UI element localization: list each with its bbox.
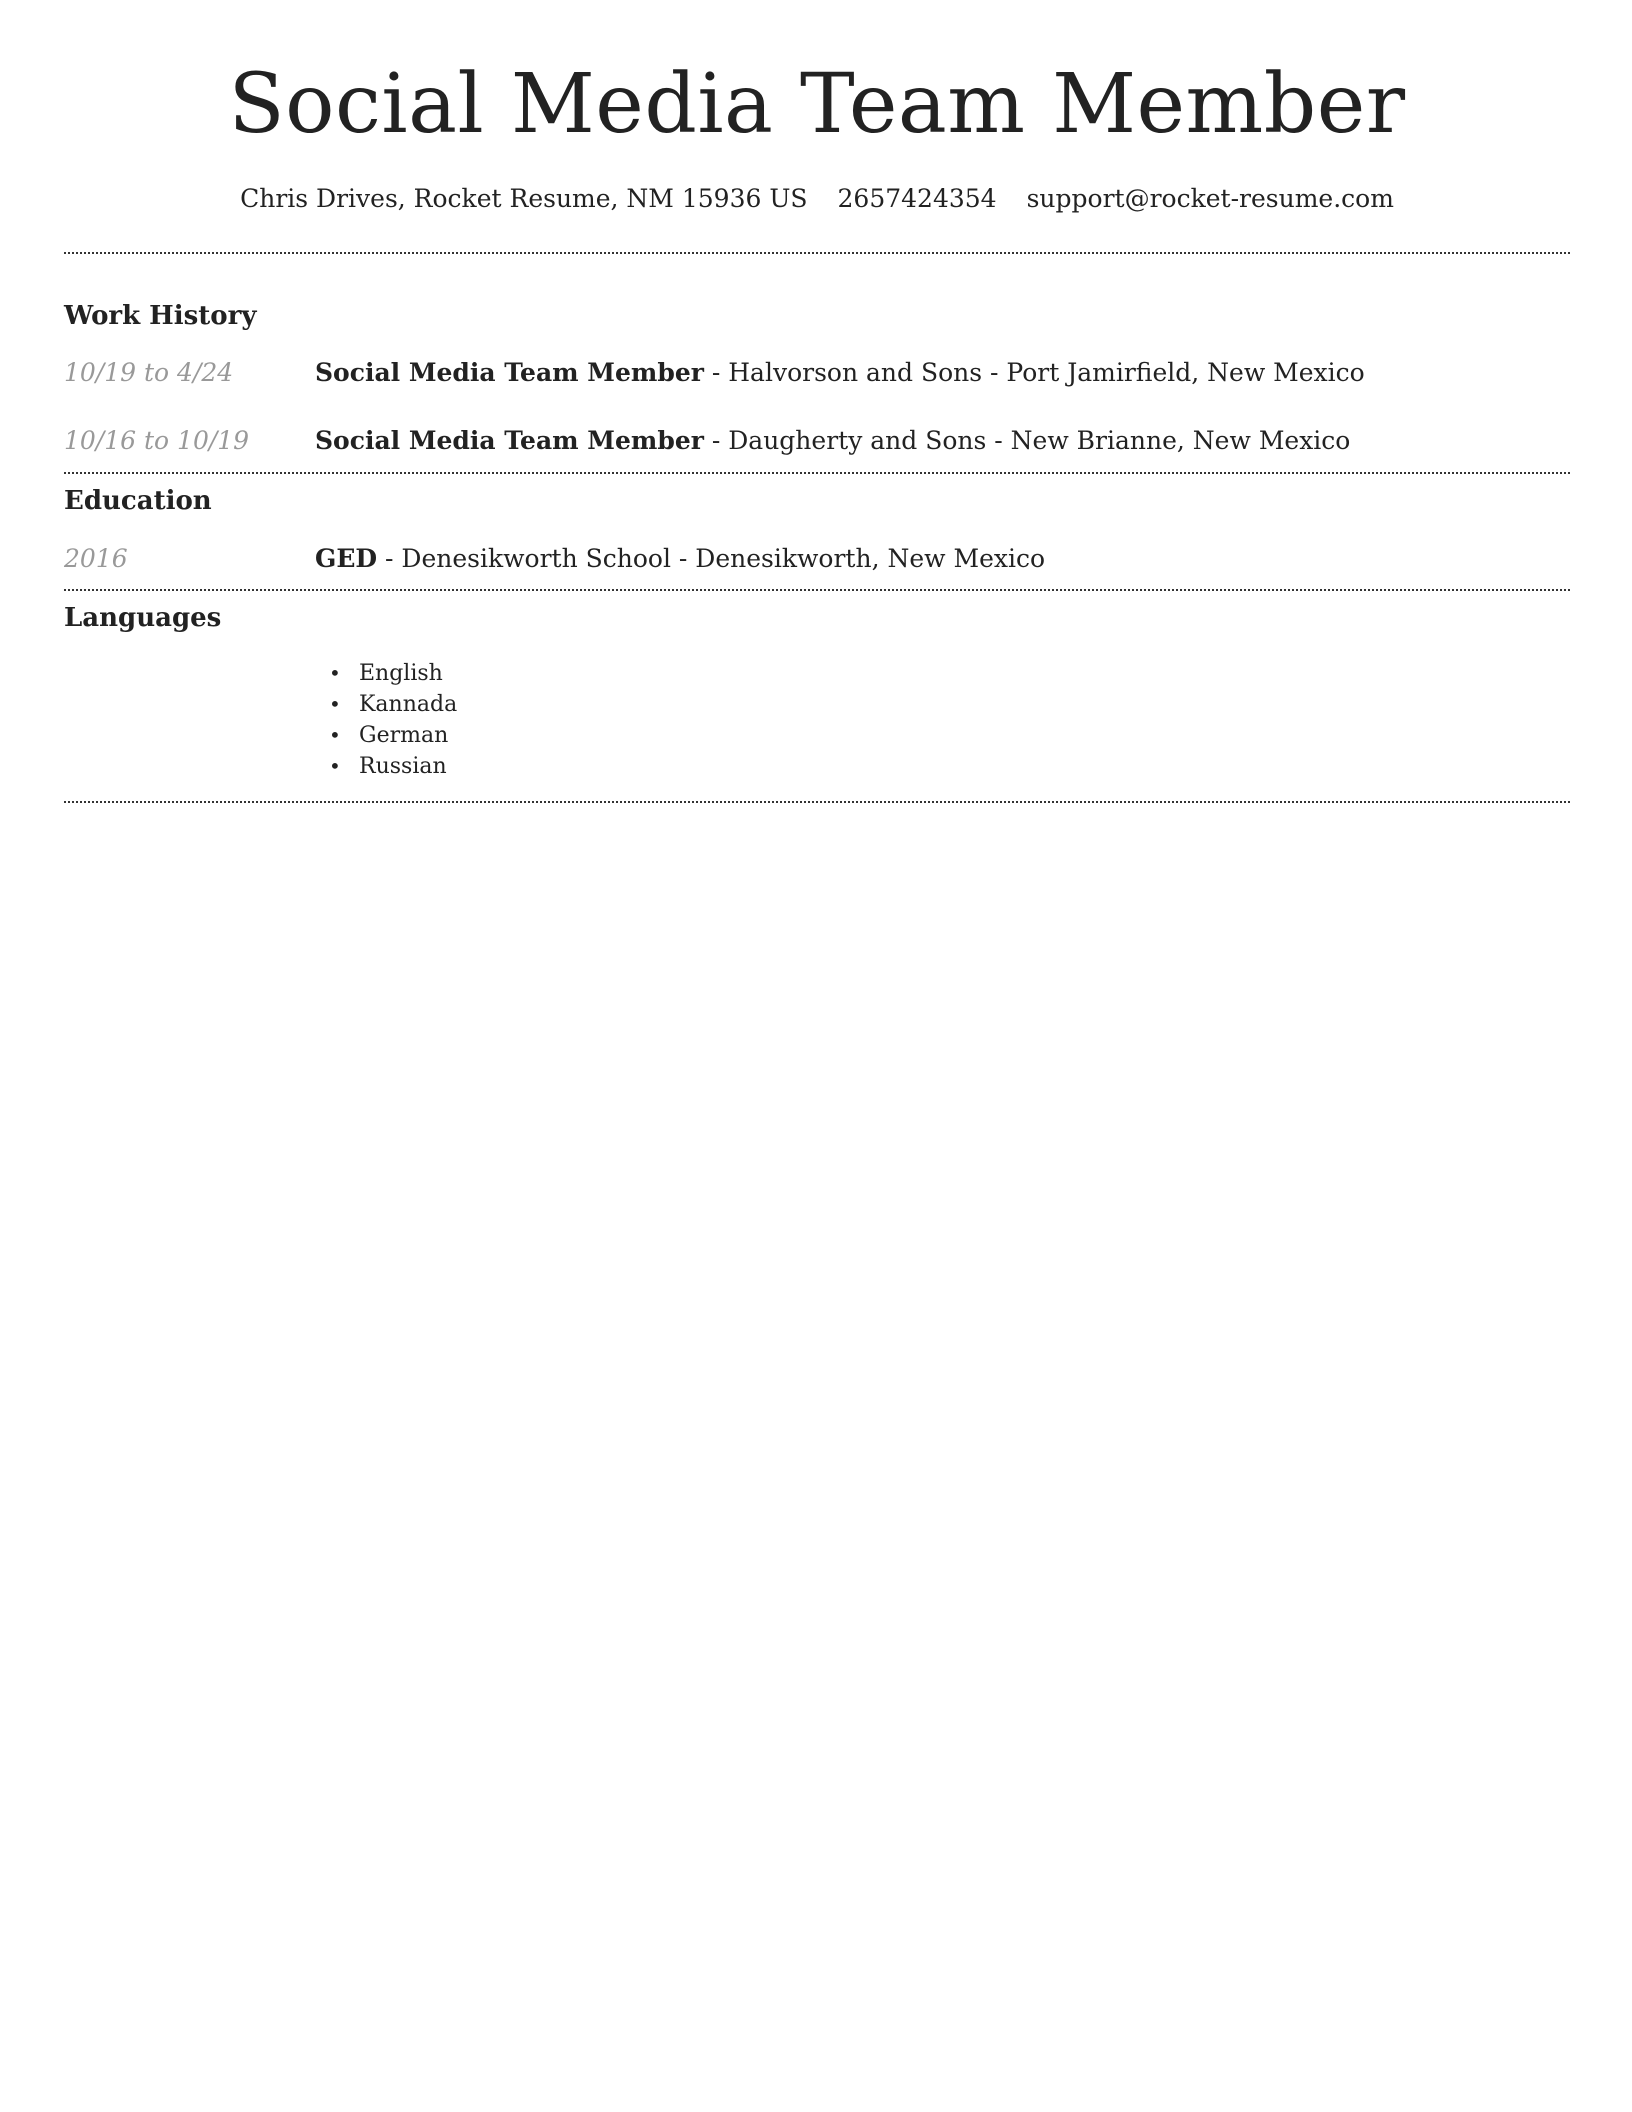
- contact-phone: 2657424354: [837, 184, 997, 213]
- list-item: [315, 751, 1570, 782]
- resume-title: Social Media Team Member: [228, 57, 1406, 152]
- education-entry-details: - Denesikworth School - Denesikworth, New Mexico: [377, 544, 1046, 573]
- list-item: [315, 720, 1570, 751]
- work-entry-description: [315, 424, 1350, 458]
- divider: [64, 252, 1570, 254]
- work-entry-description: [315, 356, 1365, 390]
- bullet-icon: •: [329, 661, 341, 685]
- language-label: Russian: [359, 754, 447, 779]
- bullet-icon: •: [329, 723, 341, 747]
- work-history-section: [64, 299, 1570, 458]
- list-item: [315, 658, 1570, 689]
- education-entry-degree: GED: [315, 544, 378, 573]
- language-label: English: [359, 661, 443, 686]
- list-item: [315, 689, 1570, 720]
- work-entry-details: - Halvorson and Sons - Port Jamirfield, New Mexico: [703, 358, 1365, 387]
- education-section: [64, 484, 1570, 576]
- contact-email: support@rocket-resume.com: [1026, 184, 1394, 213]
- section-heading-education: Education: [64, 486, 212, 516]
- languages-list: [315, 658, 1570, 782]
- work-entry-role: Social Media Team Member: [315, 426, 704, 455]
- contact-line: [64, 182, 1570, 216]
- languages-section: [64, 601, 1570, 782]
- work-entry-role: Social Media Team Member: [315, 358, 704, 387]
- work-entry: [64, 424, 1570, 458]
- language-label: German: [359, 723, 449, 748]
- education-entry-description: [315, 542, 1045, 576]
- education-entry-dates: 2016: [64, 544, 128, 573]
- work-entry-details: - Daugherty and Sons - New Brianne, New Mexico: [703, 426, 1351, 455]
- work-entry: [64, 356, 1570, 390]
- work-entry-dates: 10/16 to 10/19: [64, 426, 250, 455]
- divider: [64, 472, 1570, 474]
- bullet-icon: •: [329, 754, 341, 778]
- language-label: Kannada: [359, 692, 458, 717]
- contact-address: Chris Drives, Rocket Resume, NM 15936 US: [240, 184, 808, 213]
- resume-page: [64, 0, 1570, 803]
- section-heading-work-history: Work History: [64, 301, 257, 331]
- work-entry-dates: 10/19 to 4/24: [64, 358, 234, 387]
- divider: [64, 589, 1570, 591]
- divider: [64, 801, 1570, 803]
- bullet-icon: •: [329, 692, 341, 716]
- section-heading-languages: Languages: [64, 603, 222, 633]
- education-entry: [64, 542, 1570, 576]
